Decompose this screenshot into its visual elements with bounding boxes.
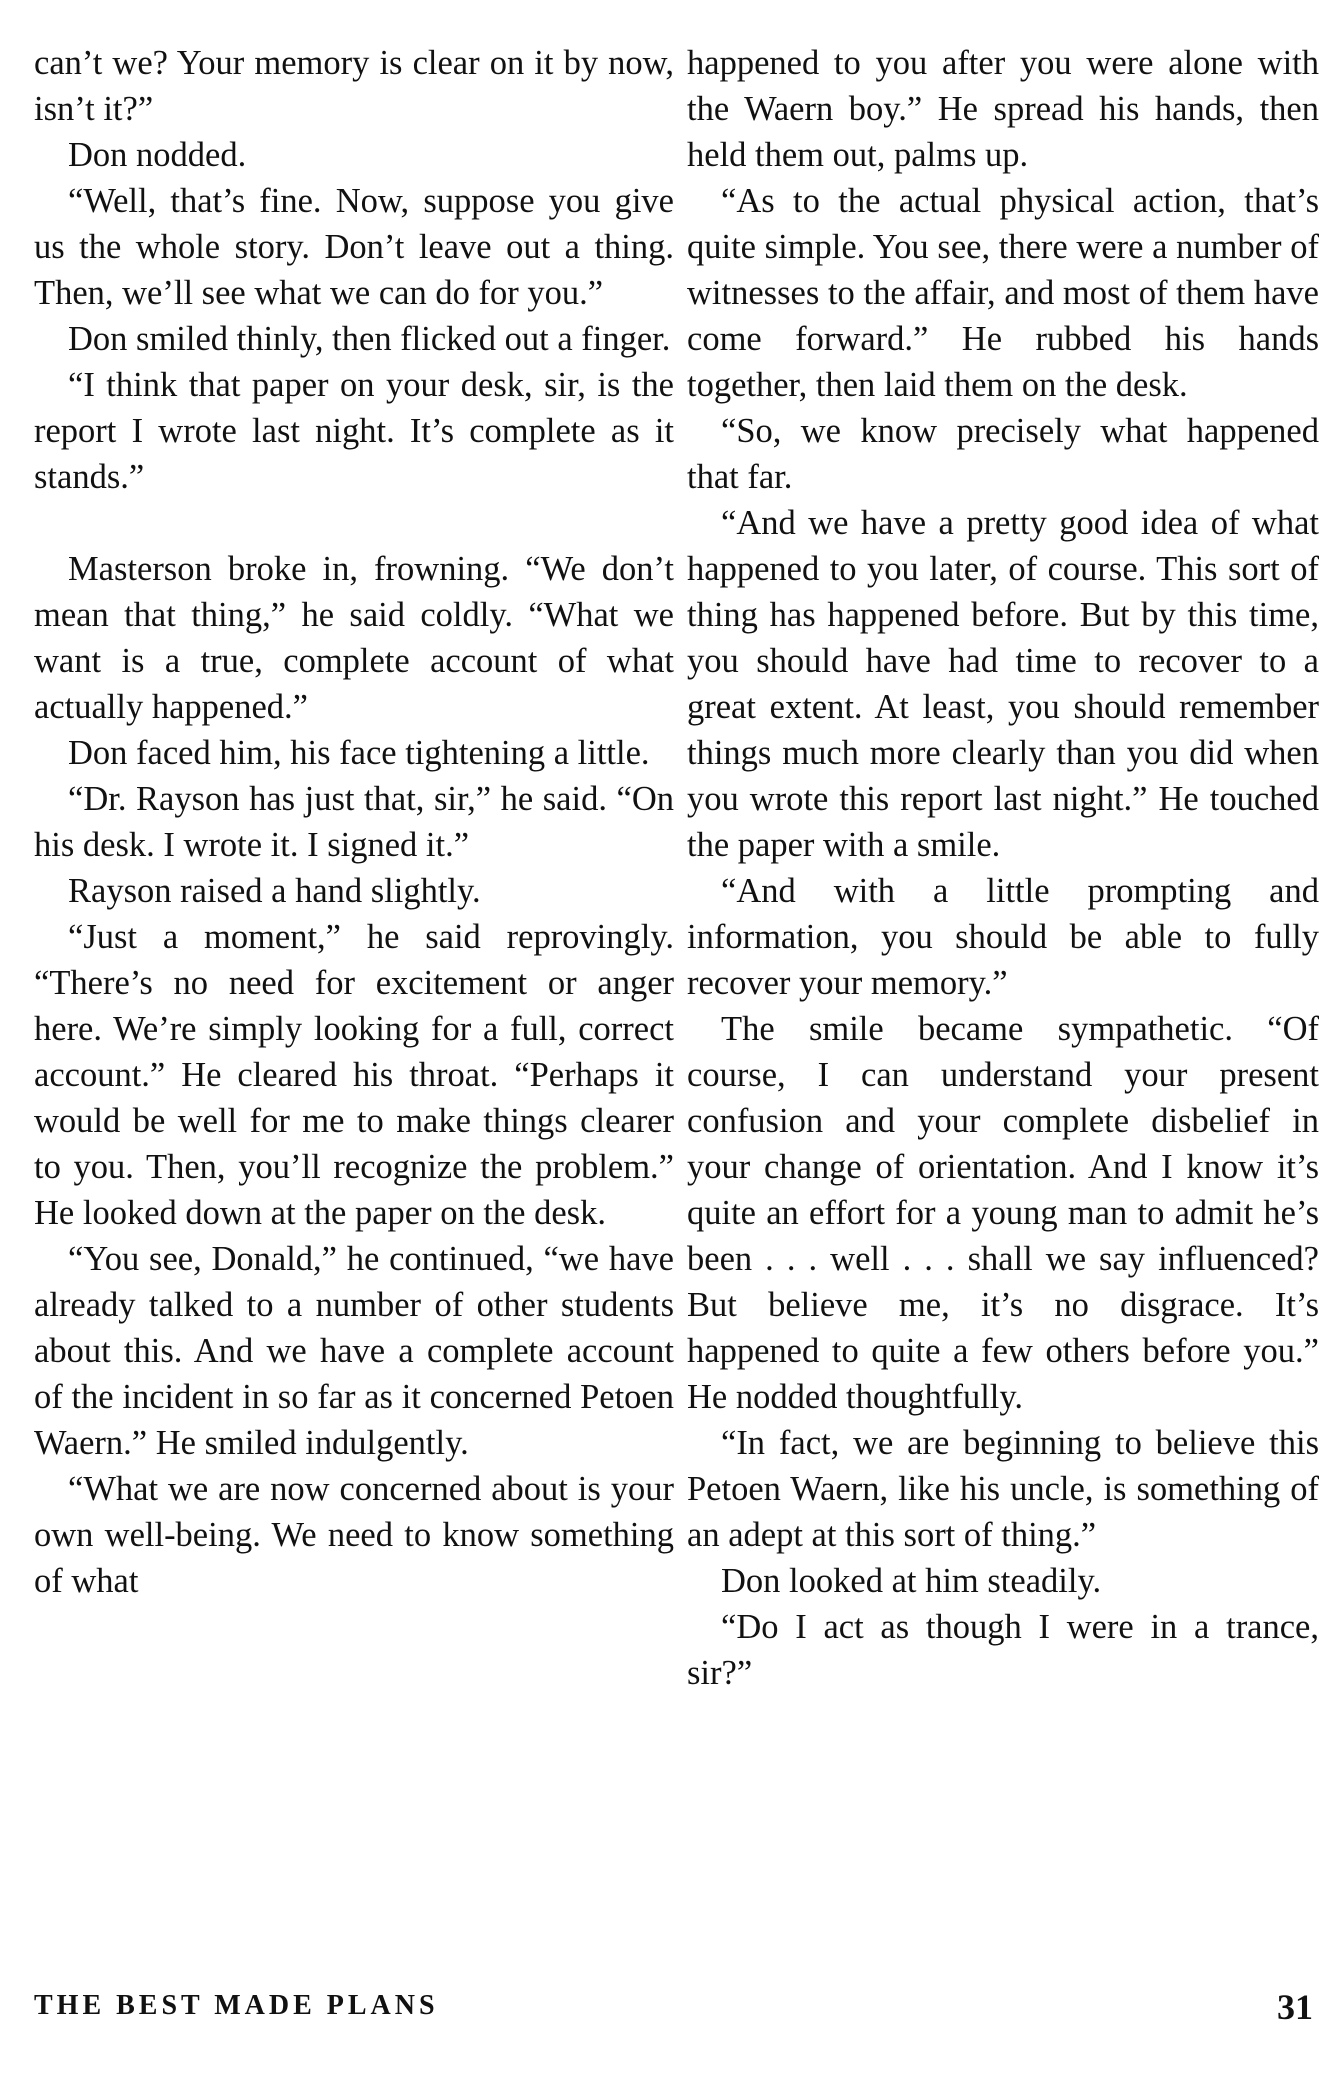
page-footer <box>34 1987 1319 2034</box>
paragraph: Don looked at him steadily. <box>721 1562 1102 1600</box>
paragraph: Don faced him, his face tightening a little. <box>68 734 650 772</box>
right-text-column <box>687 40 1319 1696</box>
paragraph: “What we are now concerned about is your own well-being. We need to know something of what <box>34 1470 674 1600</box>
paragraph: “Well, that’s fine. Now, suppose you give us the whole story. Don’t leave out a thing. Then, we’ll see what we can do for you.” <box>34 182 674 312</box>
paragraph: Don nodded. <box>68 136 247 174</box>
paragraph: can’t we? Your memory is clear on it by now, isn’t it?” <box>34 44 674 128</box>
left-text-column <box>34 40 674 1604</box>
paragraph: Rayson raised a hand slightly. <box>68 872 481 910</box>
running-title: THE BEST MADE PLANS <box>34 1990 439 2021</box>
paragraph: “Just a moment,” he said reprovingly. “There’s no need for excitement or anger here. We’re simply looking for a full, correct account.” He cleared his throat. “Perhaps it would be well for me to make things clearer to you. Then, you’ll recognize the problem.” He looked down at the paper on the desk. <box>34 918 674 1232</box>
paragraph: “And we have a pretty good idea of what happened to you later, of course. This sort of thing has happened before. But by this time, you should have had time to recover to a great extent. At least, you should remember things much more clearly than you did when you wrote this report last night.” He touched the paper with a smile. <box>687 504 1319 864</box>
paragraph: “And with a little prompting and information, you should be able to fully recover your memory.” <box>687 872 1319 1002</box>
paragraph: “As to the actual physical action, that’s quite simple. You see, there were a number of witnesses to the affair, and most of them have come forward.” He rubbed his hands together, then laid them on the desk. <box>687 182 1319 404</box>
paragraph: “Do I act as though I were in a trance, sir?” <box>687 1608 1319 1692</box>
paragraph: happened to you after you were alone with the Waern boy.” He spread his hands, then held them out, palms up. <box>687 44 1319 174</box>
paragraph: Don smiled thinly, then flicked out a finger. <box>68 320 671 358</box>
paragraph: “In fact, we are beginning to believe this Petoen Waern, like his uncle, is something of an adept at this sort of thing.” <box>687 1424 1319 1554</box>
paragraph: “So, we know precisely what happened that far. <box>687 412 1319 496</box>
paragraph: “Dr. Rayson has just that, sir,” he said. “On his desk. I wrote it. I signed it.” <box>34 780 674 864</box>
paragraph: “I think that paper on your desk, sir, is the report I wrote last night. It’s complete as it stands.” <box>34 366 674 496</box>
page-number: 31 <box>1277 1987 1313 2027</box>
paragraph: The smile became sympathetic. “Of course, I can understand your present confusion and your complete disbelief in your change of orientation. And I know it’s quite an effort for a young man to admit he’s been . . . well . . . shall we say influenced? But believe me, it’s no disgrace. It’s happened to quite a few others before you.” He nodded thoughtfully. <box>687 1010 1319 1416</box>
paragraph: Masterson broke in, frowning. “We don’t mean that thing,” he said coldly. “What we want is a true, complete account of what actually happened.” <box>34 550 674 726</box>
paragraph: “You see, Donald,” he continued, “we have already talked to a number of other students about this. And we have a complete account of the incident in so far as it concerned Petoen Waern.” He smiled indulgently. <box>34 1240 674 1462</box>
